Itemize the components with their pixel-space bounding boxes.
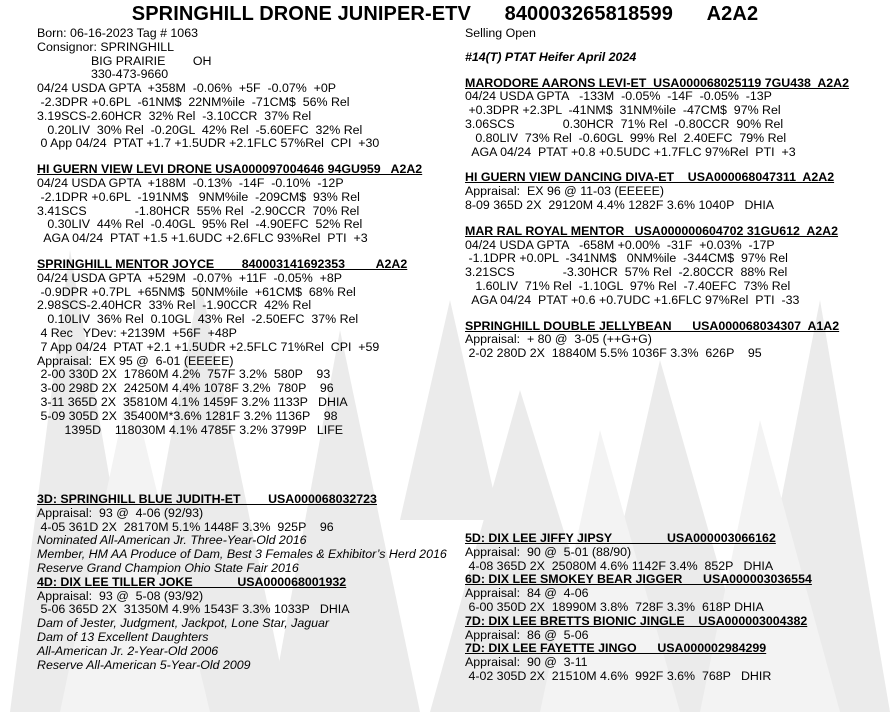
animal-name: SPRINGHILL DRONE JUNIPER-ETV [131, 3, 471, 25]
dam-section [37, 258, 457, 437]
mgs-line: +0.3DPR +2.3PL -41NM$ 31NM%ile -47CM$ 97% Rel [465, 103, 781, 118]
dam3-line: Appraisal: 93 @ 4-06 (92/93) [37, 505, 204, 520]
consignor-line: Consignor: SPRINGHILL [37, 39, 175, 54]
consignor-phone: 330-473-9660 [91, 67, 169, 82]
sire-line: -2.1DPR +0.6PL -191NM$ 9NM%ile -209CM$ 93% Rel [37, 189, 360, 204]
animal-beta-casein: A2A2 [706, 3, 759, 25]
genomic-line: -2.3DPR +0.6PL -61NM$ 22NM%ile -71CM$ 56% Rel [37, 94, 350, 109]
mgs-header: MARODORE AARONS LEVI-ET USA000068025119 7GU438 A2A2 [465, 75, 850, 90]
mgs2-header: MAR RAL ROYAL MENTOR USA000000604702 31GU612 A2A2 [465, 223, 839, 238]
mgs2-section [465, 225, 885, 308]
dam-line: 4 Rec YDev: +2139M +56F +48P [37, 325, 237, 340]
dam3-note: Nominated All-American Jr. Three-Year-Old 2016 [37, 533, 307, 548]
dam4-section [37, 576, 457, 673]
sire-line: 3.41SCS -1.80HCR 55% Rel -2.90CCR 70% Rel [37, 203, 360, 218]
ptat-note: #14(T) PTAT Heifer April 2024 [465, 49, 637, 64]
dam7b-line: Appraisal: 90 @ 3-11 [465, 655, 588, 670]
mgs-line: 0.80LIV 73% Rel -0.60GL 99% Rel 2.40EFC 79% Rel [465, 130, 787, 145]
mgs2-line: AGA 04/24 PTAT +0.6 +0.7UDC +1.6FLC 97%Rel PTI -33 [465, 292, 800, 307]
dam7-line: Appraisal: 86 @ 5-06 [465, 627, 589, 642]
dam4-header: 4D: DIX LEE TILLER JOKE USA000068001932 [37, 574, 347, 589]
dam6-header: 6D: DIX LEE SMOKEY BEAR JIGGER USA000003036554 [465, 572, 812, 587]
dam7-section [465, 615, 885, 643]
left-bottom [37, 493, 457, 672]
genomic-line: 04/24 USDA GPTA +358M -0.06% +5F -0.07% +0P [37, 81, 337, 96]
second-dam-line: 8-09 365D 2X 29120M 4.4% 1282F 3.6% 1040P DHIA [465, 197, 775, 212]
dam4-note: All-American Jr. 2-Year-Old 2006 [37, 643, 219, 658]
dam5-header: 5D: DIX LEE JIFFY JIPSY USA000003066162 [465, 531, 776, 545]
dam-line: 04/24 USDA GPTA +529M -0.07% +11F -0.05% +8P [37, 270, 342, 285]
selling-status: Selling Open [465, 26, 536, 40]
dam6-line: Appraisal: 84 @ 4-06 [465, 586, 589, 601]
second-dam-header: HI GUERN VIEW DANCING DIVA-ET USA000068047311 A2A2 [465, 170, 835, 185]
dam-line: 3-00 298D 2X 24250M 4.4% 1078F 3.2% 780P 96 [37, 381, 334, 396]
dam3-line: 4-05 361D 2X 28170M 5.1% 1448F 3.3% 925P 96 [37, 519, 334, 534]
sire-line: 04/24 USDA GPTA +188M -0.13% -14F -0.10% -12P [37, 175, 344, 190]
dam-line: 1395D 118030M 4.1% 4785F 3.2% 3799P LIFE [37, 422, 344, 437]
mgs2-line: -1.1DPR +0.0PL -341NM$ 0NM%ile -344CM$ 97% Rel [465, 251, 788, 266]
dam5-line: Appraisal: 90 @ 5-01 (88/90) [465, 544, 632, 559]
dam3-section [37, 493, 457, 576]
genomic-line: 0.20LIV 30% Rel -0.20GL 42% Rel -5.60EFC 32% Rel [37, 122, 363, 137]
dam7b-line: 4-02 305D 2X 21510M 4.6% 992F 3.6% 768P DHIR [465, 668, 772, 683]
second-dam-section [465, 171, 885, 212]
dam-of-dam-header: SPRINGHILL DOUBLE JELLYBEAN USA000068034307 A1A2 [465, 318, 840, 333]
dam-line: 2-00 330D 2X 17860M 4.2% 757F 3.2% 580P 93 [37, 367, 331, 382]
dam3-note: Member, HM AA Produce of Dam, Best 3 Females & Exhibitor’s Herd 2016 [37, 547, 447, 562]
mgs-line: 04/24 USDA GPTA -133M -0.05% -14F -0.05% -13P [465, 89, 772, 104]
animal-registration: 840003265818599 [504, 3, 673, 25]
dam6-line: 6-00 350D 2X 18990M 3.8% 728F 3.3% 618P DHIA [465, 599, 764, 614]
dam-of-dam-line: Appraisal: + 80 @ 3-05 (++G+G) [465, 332, 652, 347]
genomic-line: 0 App 04/24 PTAT +1.7 +1.5UDR +2.1FLC 57%Rel CPI +30 [37, 136, 380, 151]
mgs-section [465, 77, 885, 160]
dam-line: 5-09 305D 2X 35400M*3.6% 1281F 3.2% 1136P 98 [37, 408, 338, 423]
born-line: Born: 06-16-2023 Tag # 1063 [37, 26, 198, 40]
dam-line: 3-11 365D 2X 35810M 4.1% 1459F 3.2% 1133P DHIA [37, 394, 348, 409]
dam4-line: Appraisal: 93 @ 5-08 (93/92) [37, 588, 204, 603]
dam7b-header: 7D: DIX LEE FAYETTE JINGO USA000002984299 [465, 641, 767, 656]
dam4-line: 5-06 365D 2X 31350M 4.9% 1543F 3.3% 1033P DHIA [37, 602, 350, 617]
right-bottom [465, 532, 885, 684]
page-title [0, 3, 890, 26]
dam-of-dam-section [465, 320, 885, 361]
animal-genomics [37, 82, 457, 151]
mgs-line: AGA 04/24 PTAT +0.8 +0.5UDC +1.7FLC 97%Rel PTI +3 [465, 144, 796, 159]
sire-line: 0.30LIV 44% Rel -0.40GL 95% Rel -4.90EFC 52% Rel [37, 217, 363, 232]
dam3-note: Reserve Grand Champion Ohio State Fair 2016 [37, 560, 299, 575]
dam5-section [465, 532, 885, 573]
dam-line: Appraisal: EX 95 @ 6-01 (EEEEE) [37, 353, 234, 368]
consignor-city: BIG PRAIRIE OH [91, 53, 212, 68]
dam-line: 0.10LIV 36% Rel 0.10GL 43% Rel -2.50EFC 37% Rel [37, 312, 359, 327]
sire-line: AGA 04/24 PTAT +1.5 +1.6UDC +2.6FLC 93%Rel PTI +3 [37, 231, 368, 246]
dam7-header: 7D: DIX LEE BRETTS BIONIC JINGLE USA000003004382 [465, 613, 808, 628]
dam-line: 7 App 04/24 PTAT +2.1 +1.5UDR +2.5FLC 71%Rel CPI +59 [37, 339, 380, 354]
dam-line: 2.98SCS-2.40HCR 33% Rel -1.90CCR 42% Rel [37, 298, 312, 313]
dam-line: -0.9DPR +0.7PL +65NM$ 50NM%ile +61CM$ 68% Rel [37, 284, 356, 299]
dam4-note: Reserve All-American 5-Year-Old 2009 [37, 657, 251, 672]
dam3-header: 3D: SPRINGHILL BLUE JUDITH-ET USA000068032723 [37, 492, 377, 506]
dam5-line: 4-08 365D 2X 25080M 4.6% 1142F 3.4% 852P DHIA [465, 558, 774, 573]
dam-header: SPRINGHILL MENTOR JOYCE 840003141692353 A2A2 [37, 256, 408, 271]
dam7b-section [465, 642, 885, 683]
genomic-line: 3.19SCS-2.60HCR 32% Rel -3.10CCR 37% Rel [37, 108, 312, 123]
mgs2-line: 04/24 USDA GPTA -658M +0.00% -31F +0.03% -17P [465, 237, 775, 252]
mgs2-line: 1.60LIV 71% Rel -1.10GL 97% Rel -7.40EFC 73% Rel [465, 278, 791, 293]
dam6-section [465, 573, 885, 614]
left-column [37, 27, 457, 437]
mgs2-line: 3.21SCS -3.30HCR 57% Rel -2.80CCR 88% Rel [465, 265, 788, 280]
dam4-note: Dam of 13 Excellent Daughters [37, 629, 209, 644]
right-column [465, 27, 885, 361]
mgs-line: 3.06SCS 0.30HCR 71% Rel -0.80CCR 90% Rel [465, 116, 784, 131]
dam4-note: Dam of Jester, Judgment, Jackpot, Lone Star, Jaguar [37, 616, 330, 631]
sire-section [37, 163, 457, 246]
dam-of-dam-line: 2-02 280D 2X 18840M 5.5% 1036F 3.3% 626P 95 [465, 346, 762, 361]
sire-header: HI GUERN VIEW LEVI DRONE USA000097004646 94GU959 A2A2 [37, 162, 423, 177]
second-dam-line: Appraisal: EX 96 @ 11-03 (EEEEE) [465, 184, 664, 199]
